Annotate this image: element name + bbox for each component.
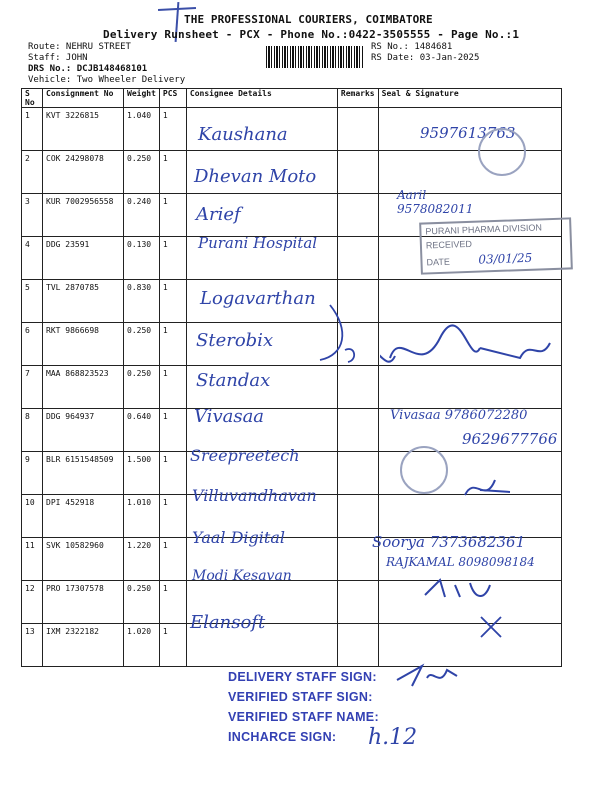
cell-sno: 8 xyxy=(22,409,43,452)
cell-sno: 2 xyxy=(22,151,43,194)
table-header xyxy=(22,89,562,108)
cell-consignment: KUR 7002956558 xyxy=(43,194,124,237)
cell-sno: 4 xyxy=(22,237,43,280)
cell-remarks xyxy=(337,495,378,538)
cell-weight: 0.240 xyxy=(124,194,160,237)
cell-weight: 0.250 xyxy=(124,366,160,409)
signature-text: Vivasaa 9786072280 xyxy=(390,408,528,423)
cell-remarks xyxy=(337,624,378,667)
delivery-staff-signature xyxy=(392,658,462,690)
rs-date: RS Date: 03-Jan-2025 xyxy=(371,53,480,63)
consignee-handwriting: Yaal Digital xyxy=(192,528,285,547)
cell-pcs: 1 xyxy=(159,366,186,409)
cell-pcs: 1 xyxy=(159,108,186,151)
stamp-company: PURANI PHARMA DIVISION xyxy=(425,222,543,237)
cell-pcs: 1 xyxy=(159,452,186,495)
scribble-signature xyxy=(380,318,560,388)
route: Route: NEHRU STREET xyxy=(28,42,131,52)
cell-seal xyxy=(378,280,561,323)
cell-consignment: DPI 452918 xyxy=(43,495,124,538)
cell-pcs: 1 xyxy=(159,280,186,323)
cell-consignment: SVK 10582960 xyxy=(43,538,124,581)
cell-consignment: DDG 964937 xyxy=(43,409,124,452)
barcode xyxy=(266,46,364,68)
consignee-handwriting: Logavarthan xyxy=(200,288,316,309)
cell-remarks xyxy=(337,452,378,495)
cell-weight: 0.250 xyxy=(124,323,160,366)
cell-weight: 1.040 xyxy=(124,108,160,151)
stamp-date-value: 03/01/25 xyxy=(478,250,533,267)
col-consignment: Consignment No xyxy=(43,89,124,108)
cell-weight: 1.020 xyxy=(124,624,160,667)
cell-remarks xyxy=(337,151,378,194)
cell-remarks xyxy=(337,237,378,280)
rs-number: RS No.: 1484681 xyxy=(371,42,453,52)
round-stamp xyxy=(478,128,526,176)
signature-name: Aaril xyxy=(397,188,427,202)
cell-remarks xyxy=(337,194,378,237)
cell-sno: 11 xyxy=(22,538,43,581)
cell-remarks xyxy=(337,581,378,624)
drs-number: DRS No.: DCJB148468101 xyxy=(28,64,148,74)
cell-weight: 1.220 xyxy=(124,538,160,581)
cell-pcs: 1 xyxy=(159,323,186,366)
round-stamp xyxy=(400,446,448,494)
consignee-handwriting: Standax xyxy=(196,370,271,391)
stamp-received: RECEIVED xyxy=(425,238,473,251)
vehicle: Vehicle: Two Wheeler Delivery xyxy=(28,75,186,85)
scribble-bracket xyxy=(300,300,360,380)
cell-consignment: DDG 23591 xyxy=(43,237,124,280)
col-sno: S No xyxy=(22,89,43,108)
col-remarks: Remarks xyxy=(337,89,378,108)
verified-staff-name: VERIFIED STAFF NAME: xyxy=(228,710,379,724)
incharge-initials: h.12 xyxy=(368,725,418,750)
cell-pcs: 1 xyxy=(159,538,186,581)
consignee-handwriting: Arief xyxy=(196,204,241,225)
consignee-handwriting: Sterobix xyxy=(196,330,274,351)
cell-sno: 13 xyxy=(22,624,43,667)
incharge-sign: INCHARCE SIGN: xyxy=(228,730,337,744)
company-title: THE PROFESSIONAL COURIERS, COIMBATORE xyxy=(184,13,433,26)
cell-consignment: TVL 2870785 xyxy=(43,280,124,323)
col-consignee: Consignee Details xyxy=(186,89,337,108)
signature-phone: 9597613763 xyxy=(420,124,516,142)
staff: Staff: JOHN xyxy=(28,53,88,63)
signature-text: RAJKAMAL 8098098184 xyxy=(386,555,535,569)
cell-consignment: PRO 17307578 xyxy=(43,581,124,624)
cell-consignment: MAA 868823523 xyxy=(43,366,124,409)
cell-remarks xyxy=(337,409,378,452)
scribble-mark xyxy=(476,612,506,642)
cell-consignment: RKT 9866698 xyxy=(43,323,124,366)
consignee-handwriting: Dhevan Moto xyxy=(194,166,317,187)
cell-weight: 0.640 xyxy=(124,409,160,452)
cell-weight: 0.830 xyxy=(124,280,160,323)
cell-weight: 1.500 xyxy=(124,452,160,495)
cell-pcs: 1 xyxy=(159,495,186,538)
consignee-handwriting: Sreepreetech xyxy=(190,446,300,465)
cell-pcs: 1 xyxy=(159,237,186,280)
cell-pcs: 1 xyxy=(159,151,186,194)
cell-weight: 0.250 xyxy=(124,581,160,624)
cell-sno: 12 xyxy=(22,581,43,624)
verified-staff-sign: VERIFIED STAFF SIGN: xyxy=(228,690,373,704)
cell-sno: 3 xyxy=(22,194,43,237)
cell-consignment: KVT 3226815 xyxy=(43,108,124,151)
cell-sno: 10 xyxy=(22,495,43,538)
cell-consignment: COK 24298078 xyxy=(43,151,124,194)
cell-pcs: 1 xyxy=(159,581,186,624)
cell-sno: 5 xyxy=(22,280,43,323)
col-seal-signature: Seal & Signature xyxy=(378,89,561,108)
cell-remarks xyxy=(337,108,378,151)
scribble-signature xyxy=(420,575,500,605)
consignee-handwriting: Vivasaa xyxy=(194,406,265,427)
col-weight: Weight xyxy=(124,89,160,108)
consignee-handwriting: Modi Kesavan xyxy=(192,568,292,584)
cell-sno: 7 xyxy=(22,366,43,409)
signature-text: Soorya 7373682361 xyxy=(372,533,526,551)
runsheet-subtitle: Delivery Runsheet - PCX - Phone No.:0422-3505555 - Page No.:1 xyxy=(103,28,520,41)
consignee-handwriting: Kaushana xyxy=(198,124,288,145)
cell-consignment: IXM 2322182 xyxy=(43,624,124,667)
cell-weight: 0.130 xyxy=(124,237,160,280)
delivery-staff-sign: DELIVERY STAFF SIGN: xyxy=(228,670,377,684)
cell-sno: 9 xyxy=(22,452,43,495)
consignee-handwriting: Purani Hospital xyxy=(198,234,318,252)
signature-phone: 9629677766 xyxy=(462,430,558,448)
cell-weight: 0.250 xyxy=(124,151,160,194)
cell-consignment: BLR 6151548509 xyxy=(43,452,124,495)
stamp-date-label: DATE xyxy=(426,256,451,268)
consignee-handwriting: Villuvandhavan xyxy=(192,486,317,505)
cell-pcs: 1 xyxy=(159,624,186,667)
scribble-signature xyxy=(460,470,520,510)
cell-sno: 6 xyxy=(22,323,43,366)
col-pcs: PCS xyxy=(159,89,186,108)
cell-weight: 1.010 xyxy=(124,495,160,538)
cell-pcs: 1 xyxy=(159,409,186,452)
consignee-handwriting: Elansoft xyxy=(190,612,266,633)
cell-pcs: 1 xyxy=(159,194,186,237)
signature-phone: 9578082011 xyxy=(397,202,474,216)
received-stamp xyxy=(419,217,573,274)
cell-sno: 1 xyxy=(22,108,43,151)
